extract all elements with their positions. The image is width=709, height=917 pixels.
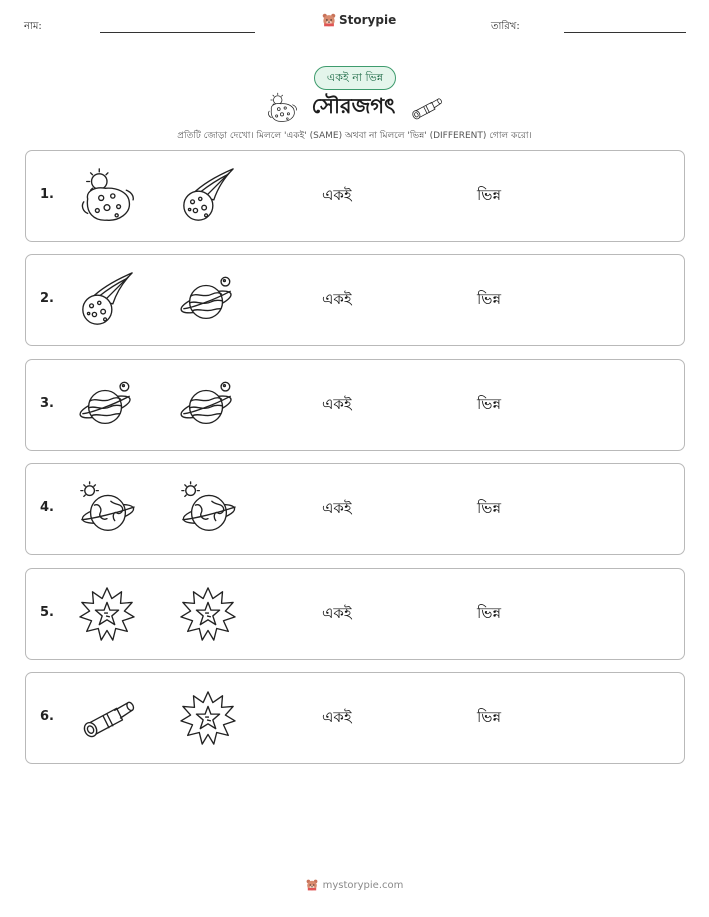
- brand-name: Storypie: [339, 13, 397, 27]
- same-option[interactable]: একই: [322, 708, 352, 726]
- same-option[interactable]: একই: [322, 499, 352, 518]
- meteor-icon: [179, 167, 237, 225]
- different-option[interactable]: ভিন্ন: [477, 603, 502, 622]
- planet-icon: [179, 271, 237, 329]
- brand-logo: [322, 13, 396, 27]
- star-icon: [179, 689, 237, 747]
- activity-badge: একই না ভিন্ন: [314, 66, 396, 90]
- earth-icon: [179, 480, 237, 538]
- meteor-icon: [78, 271, 136, 329]
- question-card: [25, 672, 685, 764]
- question-number: 5.: [40, 604, 54, 620]
- question-card: [25, 150, 685, 242]
- footer: [0, 879, 709, 891]
- question-card: [25, 359, 685, 451]
- different-option[interactable]: ভিন্ন: [477, 290, 502, 309]
- name-line[interactable]: [100, 32, 255, 33]
- bear-logo-icon: [322, 13, 336, 27]
- asteroid-icon: [78, 167, 136, 225]
- same-option[interactable]: একই: [322, 394, 352, 413]
- question-number: 6.: [40, 709, 54, 724]
- earth-icon: [78, 480, 136, 538]
- asteroid-icon: [266, 92, 298, 124]
- star-icon: [179, 585, 237, 643]
- question-card: [25, 254, 685, 346]
- different-option[interactable]: ভিন্ন: [477, 394, 502, 413]
- footer-url: mystorypie.com: [322, 879, 404, 891]
- different-option[interactable]: ভিন্ন: [477, 708, 502, 726]
- same-option[interactable]: একই: [322, 186, 352, 204]
- question-number: 3.: [40, 395, 54, 411]
- question-card: [25, 463, 685, 555]
- star-icon: [78, 585, 136, 643]
- planet-icon: [78, 376, 136, 434]
- title-row: [0, 90, 709, 125]
- different-option[interactable]: ভিন্ন: [477, 186, 502, 204]
- date-line[interactable]: [564, 32, 686, 33]
- question-number: 4.: [40, 500, 54, 516]
- question-number: 2.: [40, 291, 54, 307]
- different-option[interactable]: ভিন্ন: [477, 499, 502, 518]
- planet-icon: [179, 376, 237, 434]
- same-option[interactable]: একই: [322, 603, 352, 622]
- telescope-icon: [409, 91, 443, 125]
- name-label: নাম:: [24, 21, 42, 32]
- same-option[interactable]: একই: [322, 290, 352, 309]
- bear-logo-icon: [306, 879, 318, 891]
- page-title: সৌরজগৎ: [311, 94, 396, 118]
- date-label: তারিখ:: [491, 21, 520, 32]
- question-number: 1.: [40, 187, 54, 202]
- question-card: [25, 568, 685, 660]
- telescope-icon: [78, 689, 136, 747]
- instructions: প্রতিটি জোড়া দেখো। মিললে 'একই' (SAME) অথবা না মিললে 'ভিন্ন' (DIFFERENT) গোল করো।: [177, 131, 532, 141]
